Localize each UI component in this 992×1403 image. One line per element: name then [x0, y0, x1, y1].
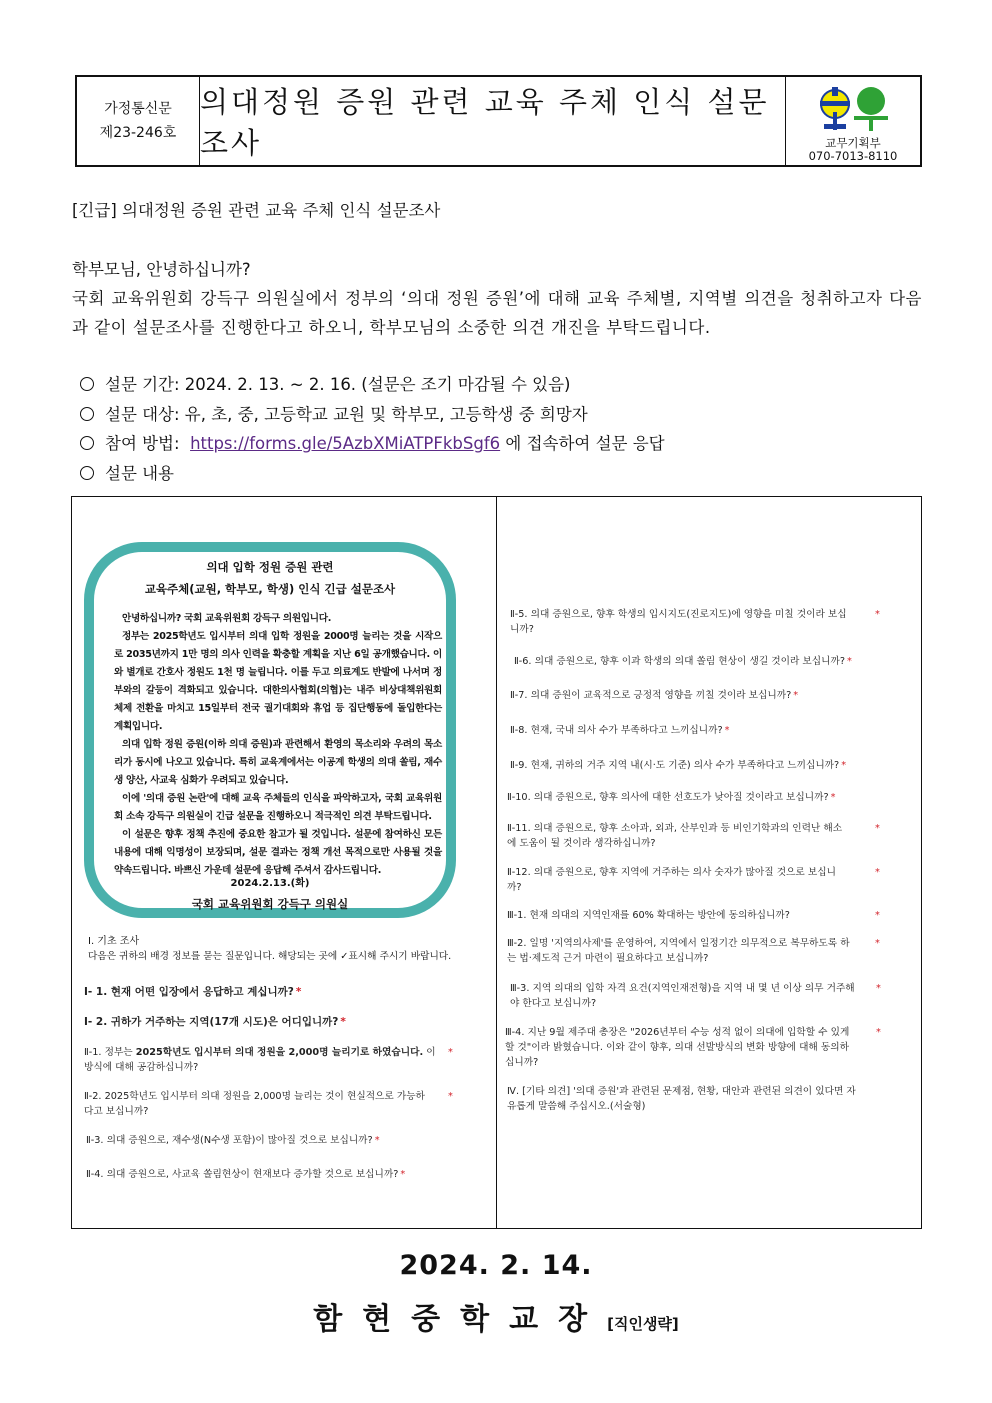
- principal-name: 함현중학교장: [313, 1302, 608, 1337]
- question-2-4: Ⅱ-4. 의대 증원으로, 사교육 쏠림현상이 현재보다 증가할 것으로 보십니까? *: [86, 1169, 406, 1180]
- question-2-2: Ⅱ-2. 2025학년도 입시부터 의대 정원을 2,000명 늘리는 것이 현실적으로 가능하 다고 보십니까? *: [84, 1091, 453, 1117]
- required-mark: *: [875, 910, 880, 921]
- question-2-8: Ⅱ-8. 현재, 국내 의사 수가 부족하다고 느끼십니까? *: [510, 725, 730, 736]
- method-suffix: 에 접속하여 설문 응답: [505, 434, 665, 453]
- required-mark: *: [875, 867, 880, 878]
- intro-paragraph-1: 안녕하십니까? 국회 교육위원회 강득구 의원입니다.: [122, 613, 332, 624]
- question-2-7: Ⅱ-7. 의대 증원이 교육적으로 긍정적 영향을 끼칠 것이라 보십니까? *: [510, 690, 799, 701]
- survey-intro-date: 2024.2.13.(화): [230, 878, 310, 889]
- notice-header: [75, 75, 922, 167]
- required-mark: *: [793, 690, 799, 701]
- required-mark: *: [875, 938, 880, 949]
- circle-bullet-icon: [80, 466, 94, 480]
- question-2-3: Ⅱ-3. 의대 증원으로, 재수생(N수생 포함)이 많아질 것으로 보십니까? *: [86, 1135, 380, 1146]
- circle-bullet-icon: [80, 377, 94, 391]
- survey-intro-body: [114, 610, 442, 880]
- question-1-2: Ⅰ- 2. 귀하가 거주하는 지역(17개 시도)은 어디입니까? *: [84, 1016, 346, 1028]
- survey-content-label: 설문 내용: [105, 463, 175, 483]
- question-2-9: Ⅱ-9. 현재, 귀하의 거주 지역 내(시·도 기준) 의사 수가 부족하다고 느끼십니까? *: [510, 760, 847, 771]
- question-2-12: Ⅱ-12. 의대 증원으로, 향후 지역에 거주하는 의사 숫자가 많아질 것으로 보십니 까? *: [507, 867, 880, 893]
- question-2-11: Ⅱ-11. 의대 증원으로, 향후 소아과, 외과, 산부인과 등 비인기학과의 인력난 해소 에 도움이 될 것이라 생각하십니까? *: [507, 823, 880, 849]
- required-mark: *: [846, 656, 852, 667]
- circle-bullet-icon: [80, 436, 94, 450]
- survey-form-link[interactable]: https://forms.gle/5AzbXMiATPFkbSgf6: [190, 434, 501, 453]
- greeting: 학부모님, 안녕하십니까?: [72, 260, 251, 279]
- question-3-3: Ⅲ-3. 지역 의대의 입학 자격 요건(지역인재전형)을 지역 내 몇 년 이상 의무 거주해 야 한다고 보십니까? *: [510, 983, 881, 1009]
- department-cell: [786, 77, 920, 165]
- survey-info-list: [80, 370, 665, 488]
- method-label: 참여 방법:: [105, 434, 180, 453]
- issue-date: 2024. 2. 14.: [399, 1250, 593, 1281]
- notice-type: 가정통신문: [104, 101, 172, 117]
- required-mark: *: [448, 1091, 453, 1102]
- required-mark: *: [374, 1135, 380, 1146]
- required-mark: *: [448, 1047, 453, 1058]
- question-3-2: Ⅲ-2. 일명 '지역의사제'를 운영하여, 지역에서 일정기간 의무적으로 복무하도록 하 는 법·제도적 근거 마련이 필요하다고 보십니까? *: [507, 938, 880, 964]
- question-1-1: Ⅰ- 1. 현재 어떤 입장에서 응답하고 계십니까? *: [84, 986, 302, 998]
- required-mark: *: [340, 1016, 346, 1028]
- required-mark: *: [876, 983, 881, 994]
- intro-paragraph: 국회 교육위원회 강득구 의원실에서 정부의 ‘의대 정원 증원’에 대해 교육 주체별, 지역별 의견을 청취하고자 다음과 같이 설문조사를 진행한다고 하오니, 학부모님의 소중한 의견 개진을 부탁드립니다.: [72, 289, 922, 337]
- question-2-6: Ⅱ-6. 의대 증원으로, 향후 이과 학생의 의대 쏠림 현상이 생길 것이라 보십니까? *: [514, 656, 852, 667]
- seal-note: [직인생략]: [607, 1315, 679, 1333]
- question-3-1: Ⅲ-1. 현재 의대의 지역인재를 60% 확대하는 방안에 동의하십니까? *: [507, 910, 880, 921]
- required-mark: *: [875, 609, 880, 620]
- required-mark: *: [724, 725, 730, 736]
- intro-paragraph-2: 정부는 2025학년도 입시부터 의대 입학 정원을 2000명 늘리는 것을 시작으로 2035년까지 1만 명의 의사 인력을 확충할 계획을 지난 6일 공개했습니다. 이와 별개로 간호사 정원도 1천 명 늘립니다. 이를 두고 의료계도 반발에 나서며 정부와의 갈등이 격화되고 있습니다. 대한의사협회(의협)는 내주 비상대책위원회 체제 전환을 마치고 15일부터 전국 궐기대회와 휴업 등 집단행동에 돌입한다는 계획입니다.: [114, 631, 442, 732]
- required-mark: *: [876, 1027, 881, 1038]
- circle-bullet-icon: [80, 407, 94, 421]
- list-item: [80, 459, 665, 489]
- survey-content-box: [71, 496, 922, 1229]
- survey-target: 설문 대상: 유, 초, 중, 고등학교 교원 및 학부모, 고등학생 중 희망자: [105, 404, 588, 424]
- survey-period: 설문 기간: 2024. 2. 13. ~ 2. 16. (설문은 조기 마감될 수 있음): [105, 375, 571, 394]
- intro-paragraph-4: 이에 '의대 증원 논란'에 대해 교육 주체들의 인식을 파악하고자, 국회 교육위원회 소속 강득구 의원실이 긴급 설문을 진행하오니 적극적인 의견 부탁드립니다.: [114, 793, 442, 822]
- department-phone: 070-7013-8110: [808, 149, 898, 163]
- principal-signature: [0, 1294, 992, 1338]
- question-2-1: Ⅱ-1. 정부는 2025학년도 입시부터 의대 정원을 2,000명 늘리기로 하였습니다. 이 방식에 대해 공감하십니까? *: [84, 1047, 453, 1073]
- intro-paragraph-3: 의대 입학 정원 증원(이하 의대 증원)과 관련해서 환영의 목소리와 우려의 목소리가 동시에 나오고 있습니다. 특히 교육계에서는 이공계 학생의 의대 쏠림, 재수생 양산, 사교육 심화가 우려되고 있습니다.: [114, 739, 442, 786]
- required-mark: *: [400, 1169, 406, 1180]
- notice-number-cell: [77, 77, 200, 165]
- department-name: 교무기획부: [825, 136, 881, 150]
- required-mark: *: [830, 792, 836, 803]
- required-mark: *: [875, 823, 880, 834]
- survey-intro-signature: 국회 교육위원회 강득구 의원실: [191, 897, 349, 911]
- notice-number: 제23-246호: [99, 125, 177, 141]
- question-3-4: Ⅲ-4. 지난 9월 제주대 총장은 "2026년부터 수능 성적 없이 의대에 입학할 수 있게 할 것"이라 밝혔습니다. 이와 같이 향후, 의대 선발방식의 변화 방향에 대해 동의하 십니까? *: [505, 1027, 881, 1068]
- list-item: [80, 400, 665, 430]
- section-title: Ⅰ. 기초 조사: [88, 936, 140, 947]
- school-logo-icon: [816, 84, 890, 136]
- intro-paragraph-5: 이 설문은 향후 정책 추진에 중요한 참고가 될 것입니다. 설문에 참여하신 모든 내용에 대해 익명성이 보장되며, 설문 결과는 정책 개선 목적으로만 사용될 것을 약속드립니다. 바쁘신 가운데 설문에 응답해 주셔서 감사드립니다.: [114, 829, 442, 876]
- required-mark: *: [295, 986, 302, 998]
- question-2-5: Ⅱ-5. 의대 증원으로, 향후 학생의 입시지도(진로지도)에 영향을 미칠 것이라 보십 니까? *: [510, 609, 880, 635]
- list-item: [80, 429, 665, 459]
- required-mark: *: [841, 760, 847, 771]
- question-2-10: Ⅱ-10. 의대 증원으로, 향후 의사에 대한 선호도가 낮아질 것이라고 보십니까? *: [507, 792, 836, 803]
- notice-title: 의대정원 증원 관련 교육 주체 인식 설문조사: [200, 77, 786, 165]
- survey-intro-frame: [84, 542, 456, 918]
- urgent-title: [긴급] 의대정원 증원 관련 교육 주체 인식 설문조사: [72, 201, 441, 220]
- column-divider: [496, 497, 497, 1228]
- survey-intro-subtitle: 교육주체(교원, 학부모, 학생) 인식 긴급 설문조사: [144, 582, 396, 596]
- survey-intro-title: 의대 입학 정원 증원 관련: [206, 560, 334, 574]
- list-item: [80, 370, 665, 400]
- section-description: 다음은 귀하의 배경 정보를 묻는 질문입니다. 해당되는 곳에 ✓표시해 주시기 바랍니다.: [88, 951, 452, 962]
- question-4: Ⅳ. [기타 의견] '의대 증원'과 관련된 문제점, 현황, 대안과 관련된 의견이 있다면 자 유롭게 말씀해 주십시오.(서술형): [507, 1086, 856, 1112]
